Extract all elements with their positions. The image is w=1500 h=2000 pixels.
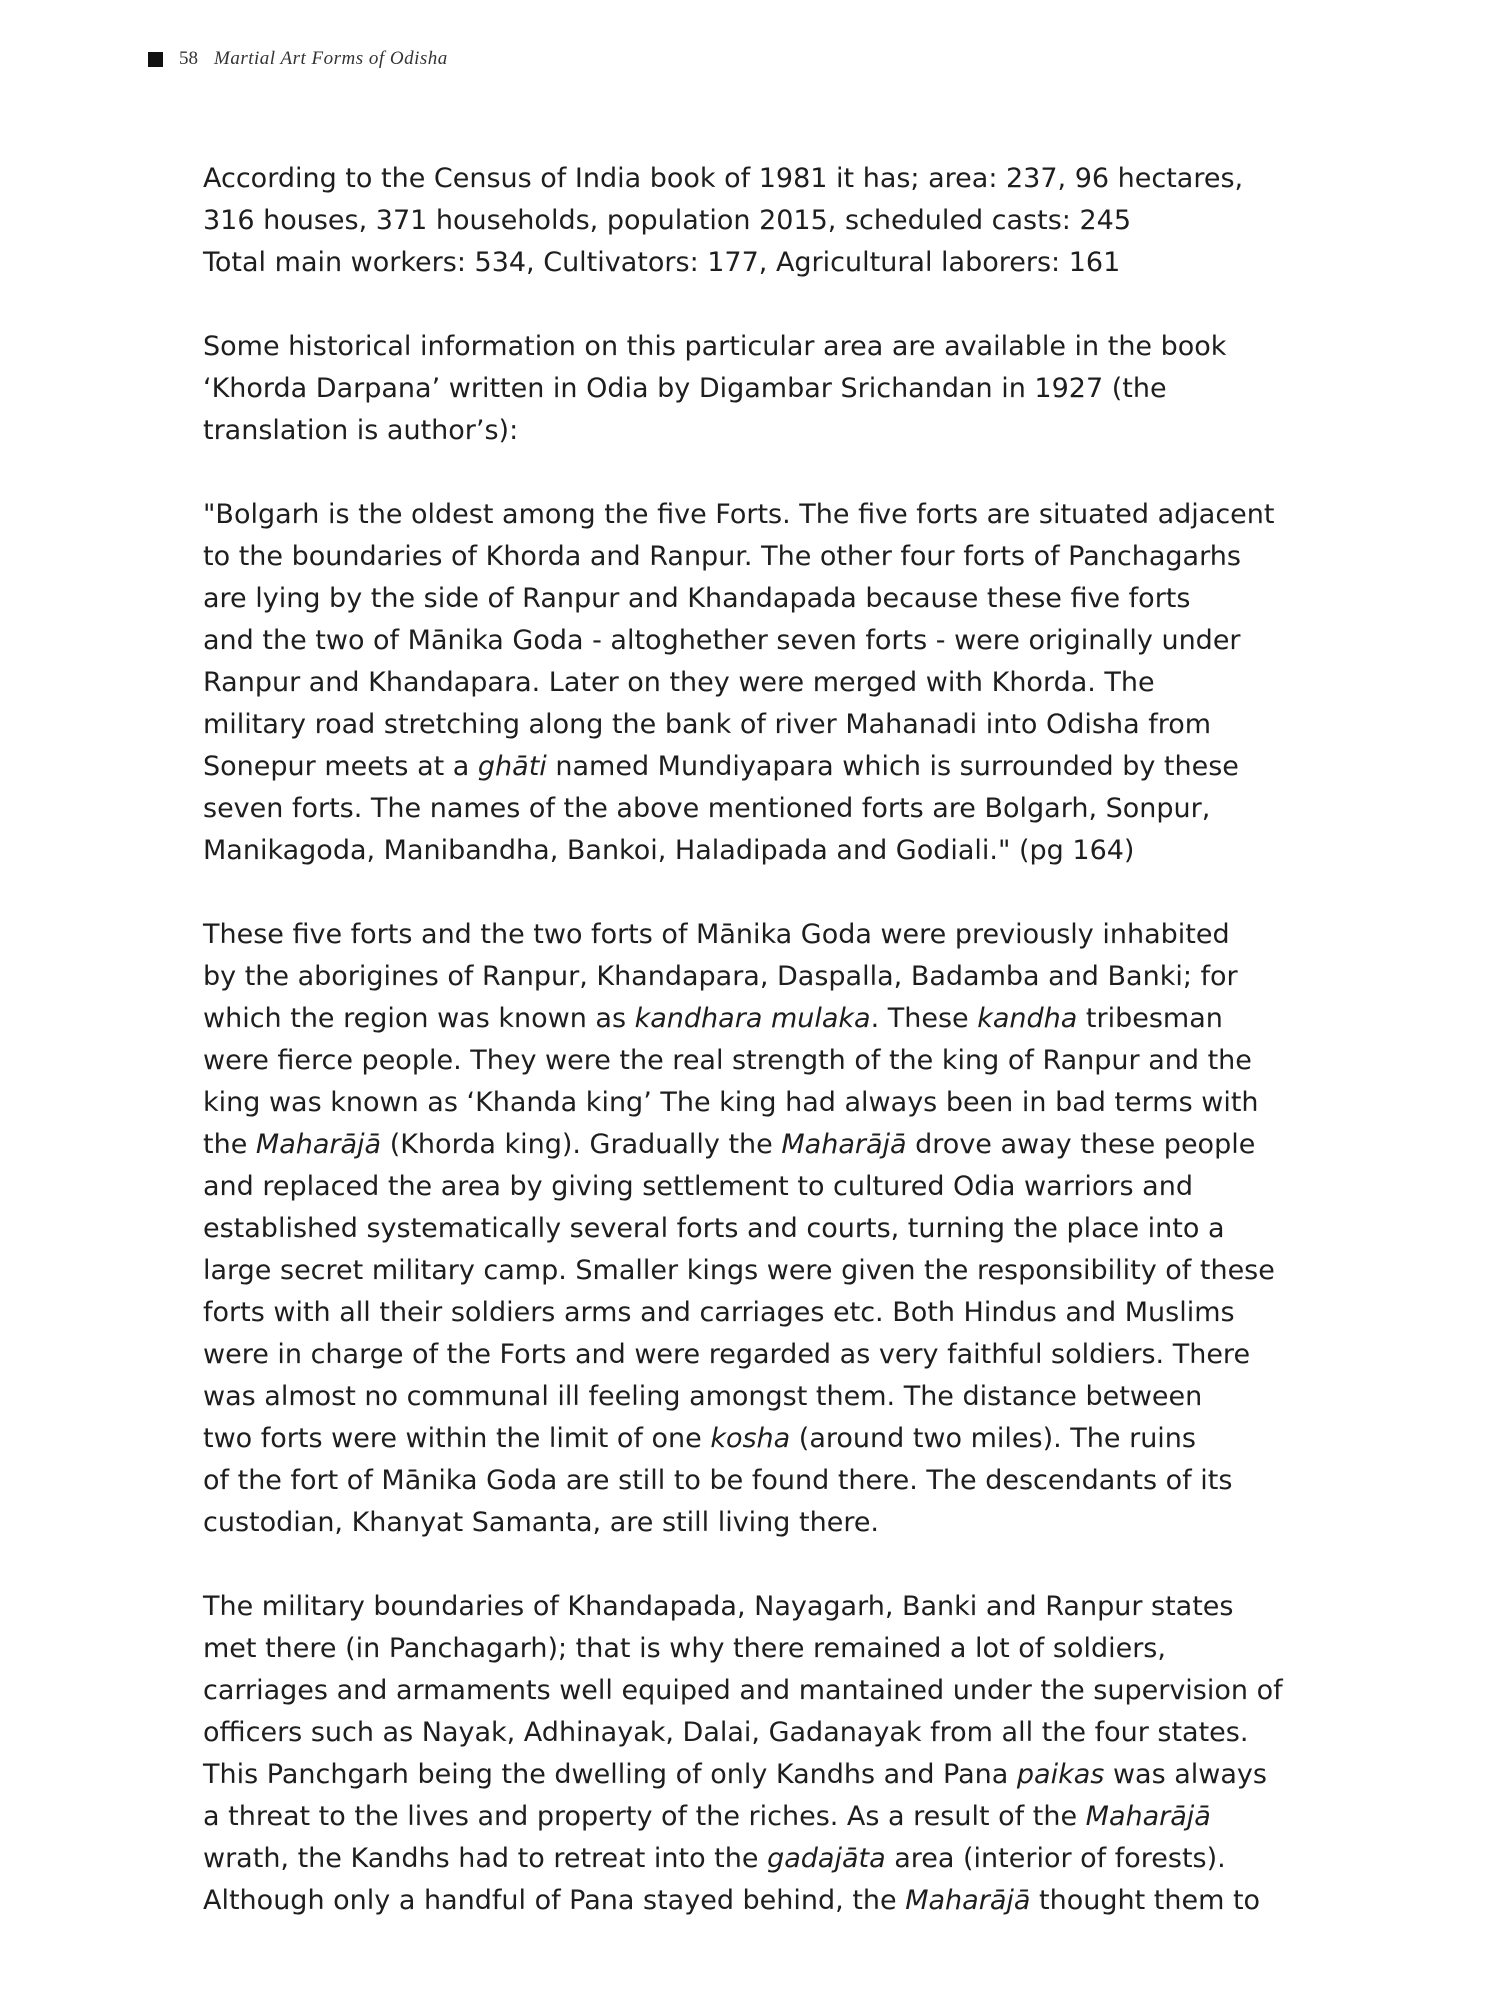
text-segment: which the region was known as: [203, 1003, 635, 1034]
text-line: [203, 914, 1393, 956]
text-line: [203, 1418, 1393, 1460]
text-segment: military road stretching along the bank of river Mahanadi into Odisha from: [203, 709, 1212, 740]
text-segment: were in charge of the Forts and were regarded as very faithful soldiers. There: [203, 1339, 1251, 1370]
running-title: Martial Art Forms of Odisha: [214, 48, 448, 69]
text-segment: seven forts. The names of the above mentioned forts are Bolgarh, Sonpur,: [203, 793, 1211, 824]
text-segment: two forts were within the limit of one: [203, 1423, 711, 1454]
header-square-bullet: [148, 52, 163, 67]
text-segment: thought them to: [1030, 1885, 1261, 1916]
text-segment: carriages and armaments well equiped and mantained under the supervision of: [203, 1675, 1283, 1706]
text-line: [203, 536, 1393, 578]
text-line: [203, 1628, 1393, 1670]
italic-term: kandha: [977, 1003, 1078, 1034]
text-line: [203, 1292, 1393, 1334]
text-line: [203, 662, 1393, 704]
body-text: [203, 158, 1393, 1964]
text-segment: area (interior of forests).: [885, 1843, 1226, 1874]
text-segment: are lying by the side of Ranpur and Khandapada because these five forts: [203, 583, 1191, 614]
text-segment: were fierce people. They were the real strength of the king of Ranpur and the: [203, 1045, 1252, 1076]
text-segment: and the two of Mānika Goda - altoghether seven forts - were originally under: [203, 625, 1241, 656]
text-line: [203, 1502, 1393, 1544]
page-number: 58: [179, 48, 198, 69]
text-line: [203, 494, 1393, 536]
text-line: [203, 158, 1393, 200]
text-segment: was almost no communal ill feeling amongst them. The distance between: [203, 1381, 1203, 1412]
text-segment: tribesman: [1077, 1003, 1223, 1034]
text-line: [203, 704, 1393, 746]
text-line: [203, 830, 1393, 872]
italic-term: Maharājā: [781, 1129, 907, 1160]
italic-term: paikas: [1016, 1759, 1105, 1790]
text-line: [203, 956, 1393, 998]
text-segment: Ranpur and Khandapara. Later on they were merged with Khorda. The: [203, 667, 1155, 698]
text-line: [203, 1586, 1393, 1628]
text-segment: . These: [870, 1003, 978, 1034]
text-segment: king was known as ‘Khanda king’ The king had always been in bad terms with: [203, 1087, 1259, 1118]
text-segment: 316 houses, 371 households, population 2015, scheduled casts: 245: [203, 205, 1131, 236]
text-segment: established systematically several forts and courts, turning the place into a: [203, 1213, 1225, 1244]
text-line: [203, 1040, 1393, 1082]
text-segment: translation is author’s):: [203, 415, 519, 446]
text-line: [203, 1376, 1393, 1418]
italic-term: Maharājā: [255, 1129, 382, 1160]
text-line: [203, 578, 1393, 620]
text-line: [203, 1250, 1393, 1292]
text-line: [203, 620, 1393, 662]
text-segment: by the aborigines of Ranpur, Khandapara, Daspalla, Badamba and Banki; for: [203, 961, 1238, 992]
text-line: [203, 1712, 1393, 1754]
text-segment: of the fort of Mānika Goda are still to be found there. The descendants of its: [203, 1465, 1233, 1496]
running-header: [148, 44, 448, 74]
text-segment: This Panchgarh being the dwelling of only Kandhs and Pana: [203, 1759, 1017, 1790]
text-segment: large secret military camp. Smaller kings were given the responsibility of these: [203, 1255, 1275, 1286]
text-line: [203, 788, 1393, 830]
text-line: [203, 1838, 1393, 1880]
text-line: [203, 242, 1393, 284]
text-segment: ‘Khorda Darpana’ written in Odia by Digambar Srichandan in 1927 (the: [203, 373, 1167, 404]
text-line: [203, 1754, 1393, 1796]
text-line: [203, 1208, 1393, 1250]
text-line: [203, 1670, 1393, 1712]
text-line: [203, 1796, 1393, 1838]
text-segment: forts with all their soldiers arms and carriages etc. Both Hindus and Muslims: [203, 1297, 1235, 1328]
text-line: [203, 1334, 1393, 1376]
paragraph: [203, 494, 1393, 872]
text-segment: (Khorda king). Gradually the: [381, 1129, 782, 1160]
text-segment: and replaced the area by giving settlement to cultured Odia warriors and: [203, 1171, 1193, 1202]
text-segment: custodian, Khanyat Samanta, are still living there.: [203, 1507, 880, 1538]
text-segment: Some historical information on this particular area are available in the book: [203, 331, 1227, 362]
text-segment: Although only a handful of Pana stayed behind, the: [203, 1885, 906, 1916]
text-segment: According to the Census of India book of 1981 it has; area: 237, 96 hectares,: [203, 163, 1244, 194]
text-segment: was always: [1104, 1759, 1267, 1790]
italic-term: kandhara mulaka: [634, 1003, 871, 1034]
text-line: [203, 1082, 1393, 1124]
text-segment: wrath, the Kandhs had to retreat into the: [203, 1843, 768, 1874]
text-line: [203, 1124, 1393, 1166]
paragraph: [203, 326, 1393, 452]
text-segment: met there (in Panchagarh); that is why there remained a lot of soldiers,: [203, 1633, 1166, 1664]
text-line: [203, 998, 1393, 1040]
italic-term: gadajāta: [767, 1843, 886, 1874]
text-line: [203, 746, 1393, 788]
text-segment: (around two miles). The ruins: [790, 1423, 1196, 1454]
text-segment: "Bolgarh is the oldest among the five Forts. The five forts are situated adjacent: [203, 499, 1275, 530]
text-line: [203, 368, 1393, 410]
italic-term: Maharājā: [905, 1885, 1031, 1916]
text-segment: Sonepur meets at a: [203, 751, 478, 782]
text-line: [203, 1460, 1393, 1502]
text-segment: named Mundiyapara which is surrounded by these: [546, 751, 1239, 782]
text-line: [203, 1166, 1393, 1208]
text-segment: The military boundaries of Khandapada, Nayagarh, Banki and Ranpur states: [203, 1591, 1234, 1622]
text-line: [203, 1880, 1393, 1922]
text-line: [203, 410, 1393, 452]
text-line: [203, 200, 1393, 242]
text-segment: a threat to the lives and property of the riches. As a result of the: [203, 1801, 1086, 1832]
paragraph: [203, 158, 1393, 284]
text-segment: drove away these people: [906, 1129, 1256, 1160]
text-segment: officers such as Nayak, Adhinayak, Dalai, Gadanayak from all the four states.: [203, 1717, 1249, 1748]
text-segment: These five forts and the two forts of Mānika Goda were previously inhabited: [203, 919, 1230, 950]
paragraph: [203, 1586, 1393, 1922]
paragraph: [203, 914, 1393, 1544]
text-segment: Total main workers: 534, Cultivators: 177, Agricultural laborers: 161: [203, 247, 1121, 278]
text-segment: Manikagoda, Manibandha, Bankoi, Haladipada and Godiali." (pg 164): [203, 835, 1135, 866]
text-segment: the: [203, 1129, 256, 1160]
italic-term: Maharājā: [1085, 1801, 1211, 1832]
italic-term: kosha: [710, 1423, 791, 1454]
text-segment: to the boundaries of Khorda and Ranpur. The other four forts of Panchagarhs: [203, 541, 1241, 572]
italic-term: ghāti: [477, 751, 547, 782]
text-line: [203, 326, 1393, 368]
